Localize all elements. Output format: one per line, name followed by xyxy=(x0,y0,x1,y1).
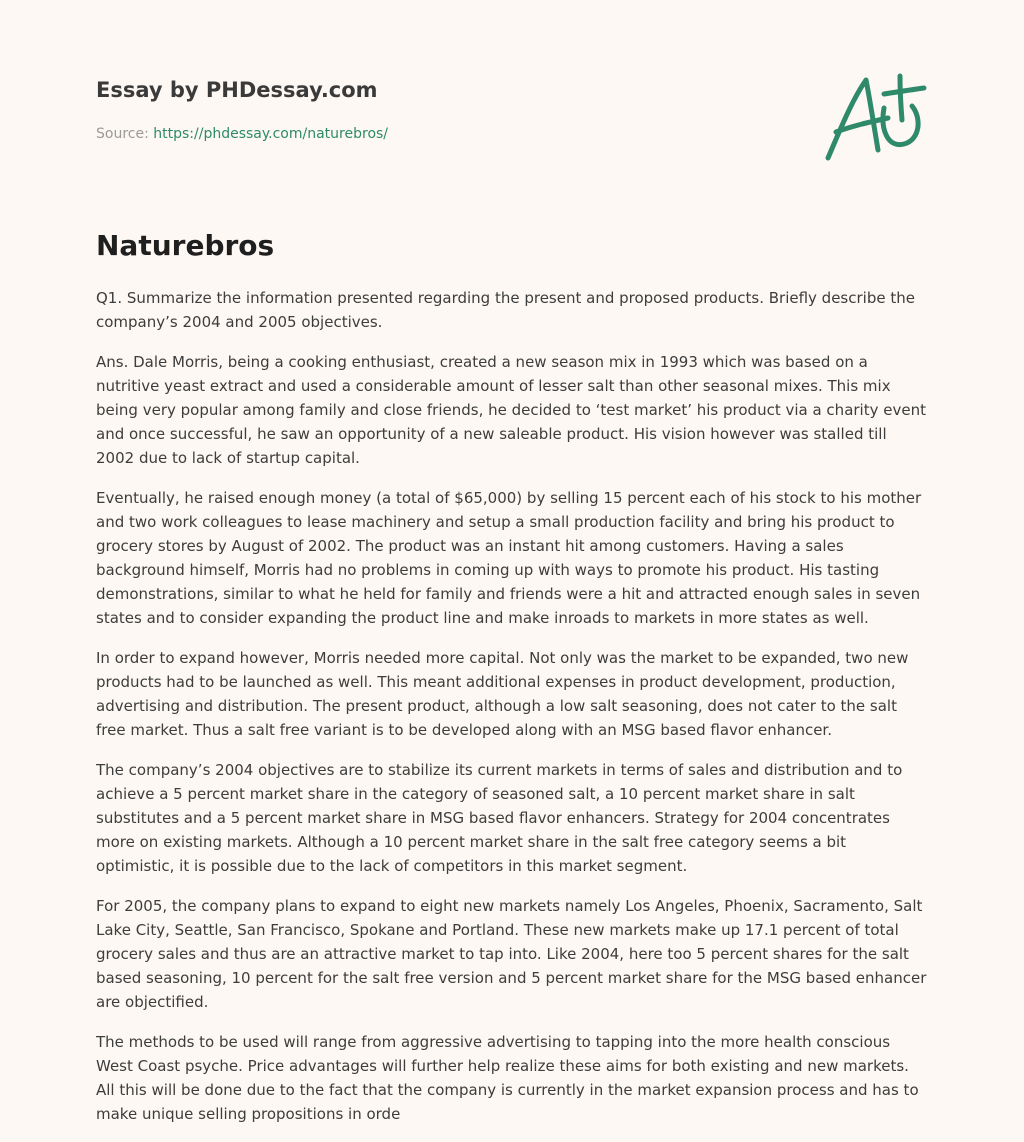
essay-paragraph: Q1. Summarize the information presented regarding the present and proposed products. Briefly describe the company’s 2004 and 2005 objectives. xyxy=(96,289,915,331)
page-header xyxy=(96,76,928,142)
source-label: Source: xyxy=(96,126,154,142)
essay-title: Naturebros xyxy=(96,229,275,262)
site-title: Essay by PHDessay.com xyxy=(96,78,378,102)
source-link[interactable]: https://phdessay.com/naturebros/ xyxy=(153,126,389,142)
essay-paragraph: The methods to be used will range from aggressive advertising to tapping into the more health conscious West Coast psyche. Price advantages will further help realize these aims for both existing and new markets. All this will be done due to the fact that the company is currently in the market expansion process and has to make unique selling propositions in orde xyxy=(96,1033,919,1123)
a-plus-logo-icon xyxy=(822,68,932,168)
essay-paragraph: For 2005, the company plans to expand to eight new markets namely Los Angeles, Phoenix, Sacramento, Salt Lake City, Seattle, San Francisco, Spokane and Portland. These new markets make up 17.1 percent of total grocery sales and thus are an attractive market to tap into. Like 2004, here too 5 percent shares for the salt based seasoning, 10 percent for the salt free version and 5 percent market share for the MSG based enhancer are objectified. xyxy=(96,897,927,1011)
source-line xyxy=(96,124,388,144)
essay-paragraph: The company’s 2004 objectives are to stabilize its current markets in terms of sales and distribution and to achieve a 5 percent market share in the category of seasoned salt, a 10 percent market share in salt substitutes and a 5 percent market share in MSG based flavor enhancers. Strategy for 2004 concentrates more on existing markets. Although a 10 percent market share in the salt free category seems a bit optimistic, it is possible due to the lack of competitors in this market segment. xyxy=(96,761,903,875)
essay-paragraph: In order to expand however, Morris needed more capital. Not only was the market to be expanded, two new products had to be launched as well. This meant additional expenses in product development, production, advertising and distribution. The present product, although a low salt seasoning, does not cater to the salt free market. Thus a salt free variant is to be developed along with an MSG based flavor enhancer. xyxy=(96,649,909,739)
essay-paragraph: Eventually, he raised enough money (a total of $65,000) by selling 15 percent each of his stock to his mother and two work colleagues to lease machinery and setup a small production facility and bring his product to grocery stores by August of 2002. The product was an instant hit among customers. Having a sales background himself, Morris had no problems in coming up with ways to promote his product. His tasting demonstrations, similar to what he held for family and friends were a hit and attracted enough sales in seven states and to consider expanding the product line and make inroads to markets in more states as well. xyxy=(96,489,922,627)
essay-paragraph: Ans. Dale Morris, being a cooking enthusiast, created a new season mix in 1993 which was based on a nutritive yeast extract and used a considerable amount of lesser salt than other seasonal mixes. This mix being very popular among family and close friends, he decided to ‘test market’ his product via a charity event and once successful, he saw an opportunity of a new saleable product. His vision however was stalled till 2002 due to lack of startup capital. xyxy=(96,353,926,467)
essay-body xyxy=(96,286,928,1142)
